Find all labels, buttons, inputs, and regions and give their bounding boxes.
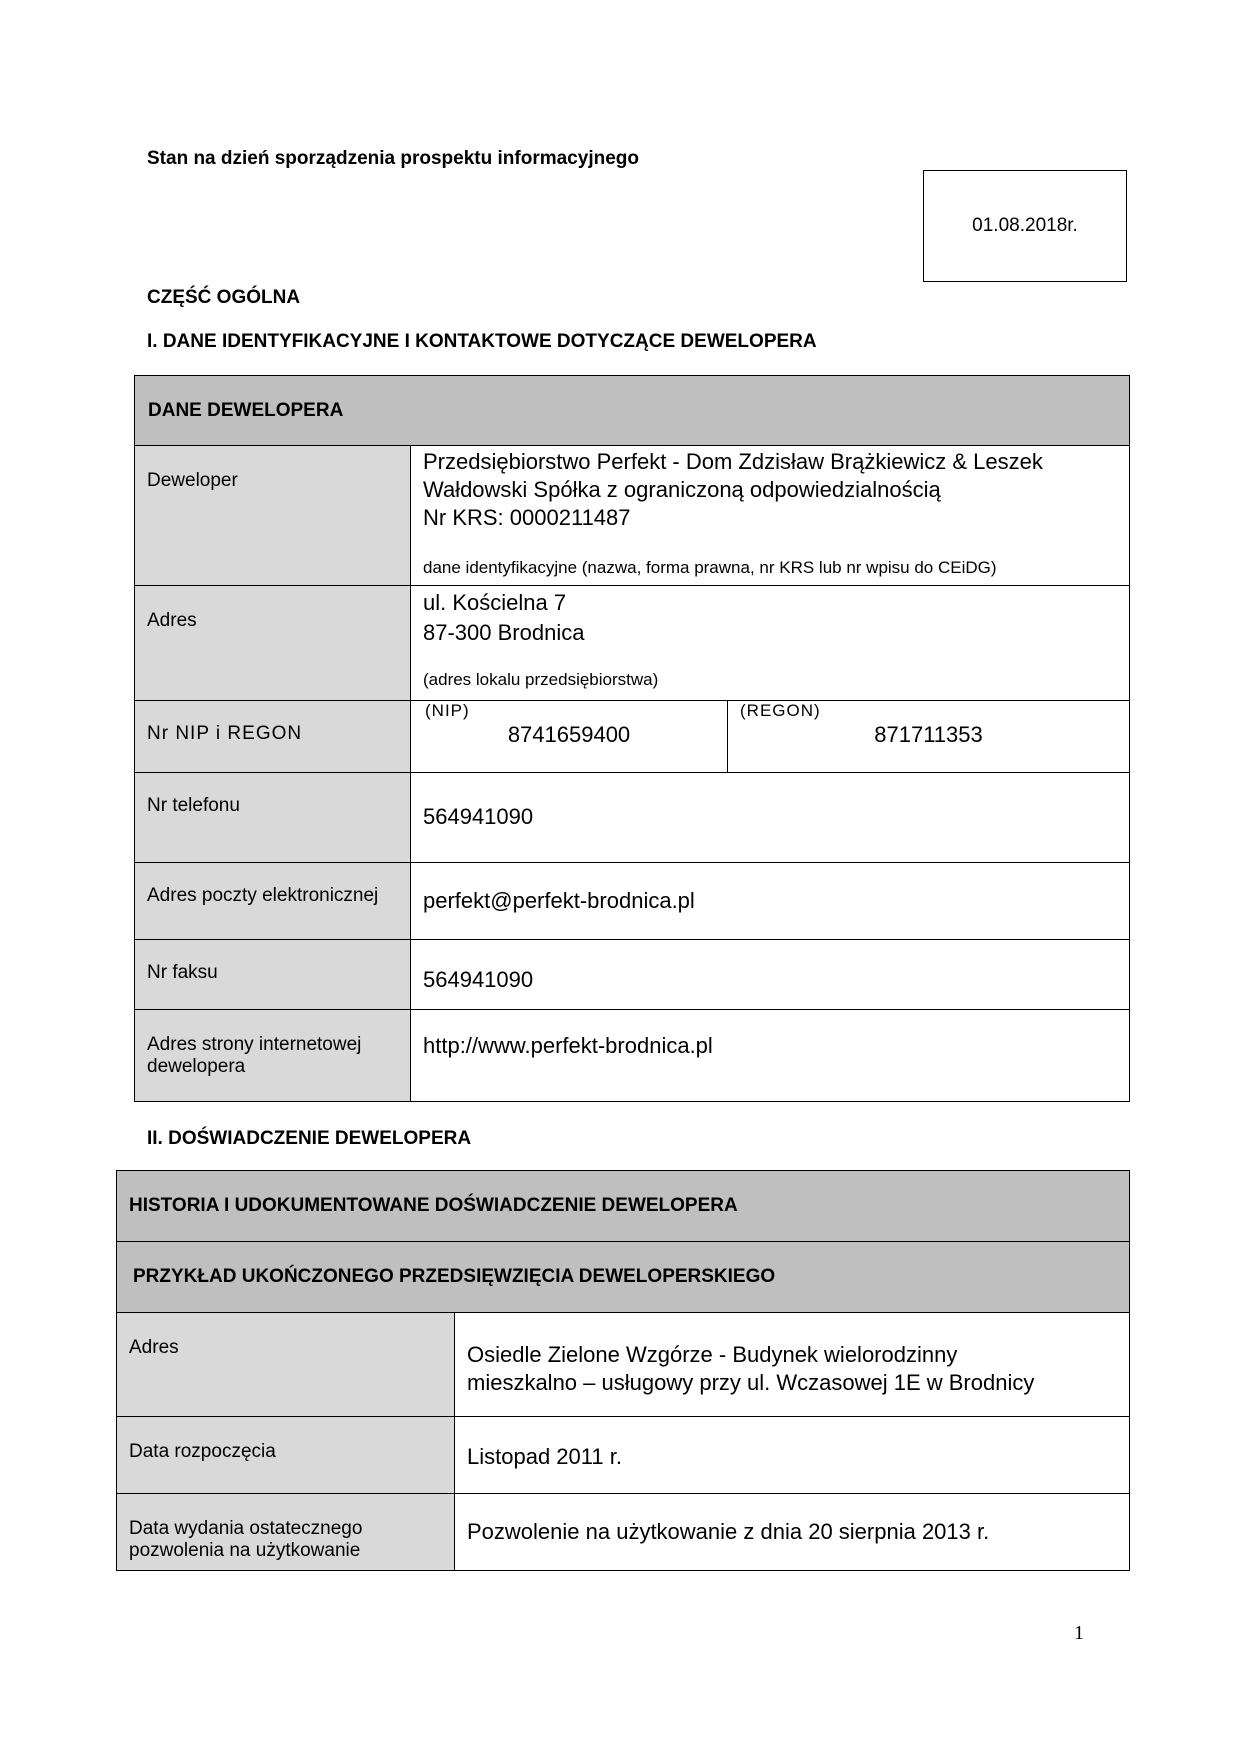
developer-caption: dane identyfikacyjne (nazwa, forma prawna, nr KRS lub nr wpisu do CEiDG) bbox=[423, 558, 997, 577]
developer-value-cell bbox=[411, 446, 1130, 586]
start-date-label: Data rozpoczęcia bbox=[117, 1417, 455, 1494]
project-address-label: Adres bbox=[117, 1313, 455, 1417]
status-line: Stan na dzień sporządzenia prospektu informacyjnego bbox=[147, 148, 639, 169]
address-line1: ul. Kościelna 7 bbox=[423, 590, 567, 615]
permit-label-line2: pozwolenia na użytkowanie bbox=[129, 1540, 361, 1561]
developer-name-line2: Wałdowski Spółka z ograniczoną odpowiedzialnością bbox=[423, 477, 941, 502]
section1-heading: I. DANE IDENTYFIKACYJNE I KONTAKTOWE DOTYCZĄCE DEWELOPERA bbox=[147, 331, 817, 352]
developer-table-header bbox=[135, 376, 1130, 446]
regon-cell bbox=[728, 701, 1130, 773]
permit-label-line1: Data wydania ostatecznego bbox=[129, 1518, 363, 1539]
section2-heading: II. DOŚWIADCZENIE DEWELOPERA bbox=[147, 1128, 472, 1149]
date-box bbox=[923, 170, 1127, 282]
website-label-line1: Adres strony internetowej bbox=[147, 1034, 362, 1055]
developer-name-line1: Przedsiębiorstwo Perfekt - Dom Zdzisław Brążkiewicz & Leszek bbox=[423, 449, 1043, 474]
start-date-value: Listopad 2011 r. bbox=[455, 1417, 1130, 1494]
regon-caption: (REGON) bbox=[740, 701, 821, 720]
permit-value: Pozwolenie na użytkowanie z dnia 20 sierpnia 2013 r. bbox=[455, 1494, 1130, 1571]
experience-header2 bbox=[117, 1242, 1130, 1313]
phone-value: 564941090 bbox=[411, 773, 1130, 863]
experience-table bbox=[116, 1170, 1130, 1571]
website-value: http://www.perfekt-brodnica.pl bbox=[411, 1010, 1130, 1102]
website-label-line2: dewelopera bbox=[147, 1056, 246, 1077]
experience-header1 bbox=[117, 1171, 1130, 1242]
fax-value: 564941090 bbox=[411, 940, 1130, 1010]
part-heading: CZĘŚĆ OGÓLNA bbox=[147, 287, 301, 308]
phone-label: Nr telefonu bbox=[135, 773, 411, 863]
nip-value: 8741659400 bbox=[507, 722, 631, 747]
email-value: perfekt@perfekt-brodnica.pl bbox=[411, 863, 1130, 940]
email-label: Adres poczty elektronicznej bbox=[135, 863, 411, 940]
address-value-cell bbox=[411, 586, 1130, 701]
fax-label: Nr faksu bbox=[135, 940, 411, 1010]
date-value: 01.08.2018r. bbox=[972, 215, 1078, 236]
permit-label bbox=[117, 1494, 455, 1571]
page-number: 1 bbox=[1074, 1622, 1084, 1644]
developer-label: Deweloper bbox=[135, 446, 411, 586]
developer-table-header-text: DANE DEWELOPERA bbox=[148, 399, 344, 421]
address-caption: (adres lokalu przedsiębiorstwa) bbox=[423, 670, 659, 689]
experience-header1-text: HISTORIA I UDOKUMENTOWANE DOŚWIADCZENIE DEWELOPERA bbox=[129, 1195, 738, 1216]
address-label: Adres bbox=[135, 586, 411, 701]
developer-krs: Nr KRS: 0000211487 bbox=[423, 505, 631, 530]
nip-caption: (NIP) bbox=[425, 701, 470, 720]
project-address-value bbox=[455, 1313, 1130, 1417]
project-address-line2: mieszkalno – usługowy przy ul. Wczasowej 1E w Brodnicy bbox=[467, 1370, 1035, 1395]
website-label bbox=[135, 1010, 411, 1102]
nip-cell bbox=[411, 701, 728, 773]
project-address-line1: Osiedle Zielone Wzgórze - Budynek wielorodzinny bbox=[467, 1342, 958, 1367]
experience-header2-text: PRZYKŁAD UKOŃCZONEGO PRZEDSIĘWZIĘCIA DEWELOPERSKIEGO bbox=[133, 1266, 776, 1287]
nip-regon-label: Nr NIP i REGON bbox=[135, 701, 411, 773]
regon-value: 871711353 bbox=[874, 722, 983, 747]
developer-table bbox=[134, 375, 1130, 1102]
address-line2: 87-300 Brodnica bbox=[423, 620, 585, 645]
